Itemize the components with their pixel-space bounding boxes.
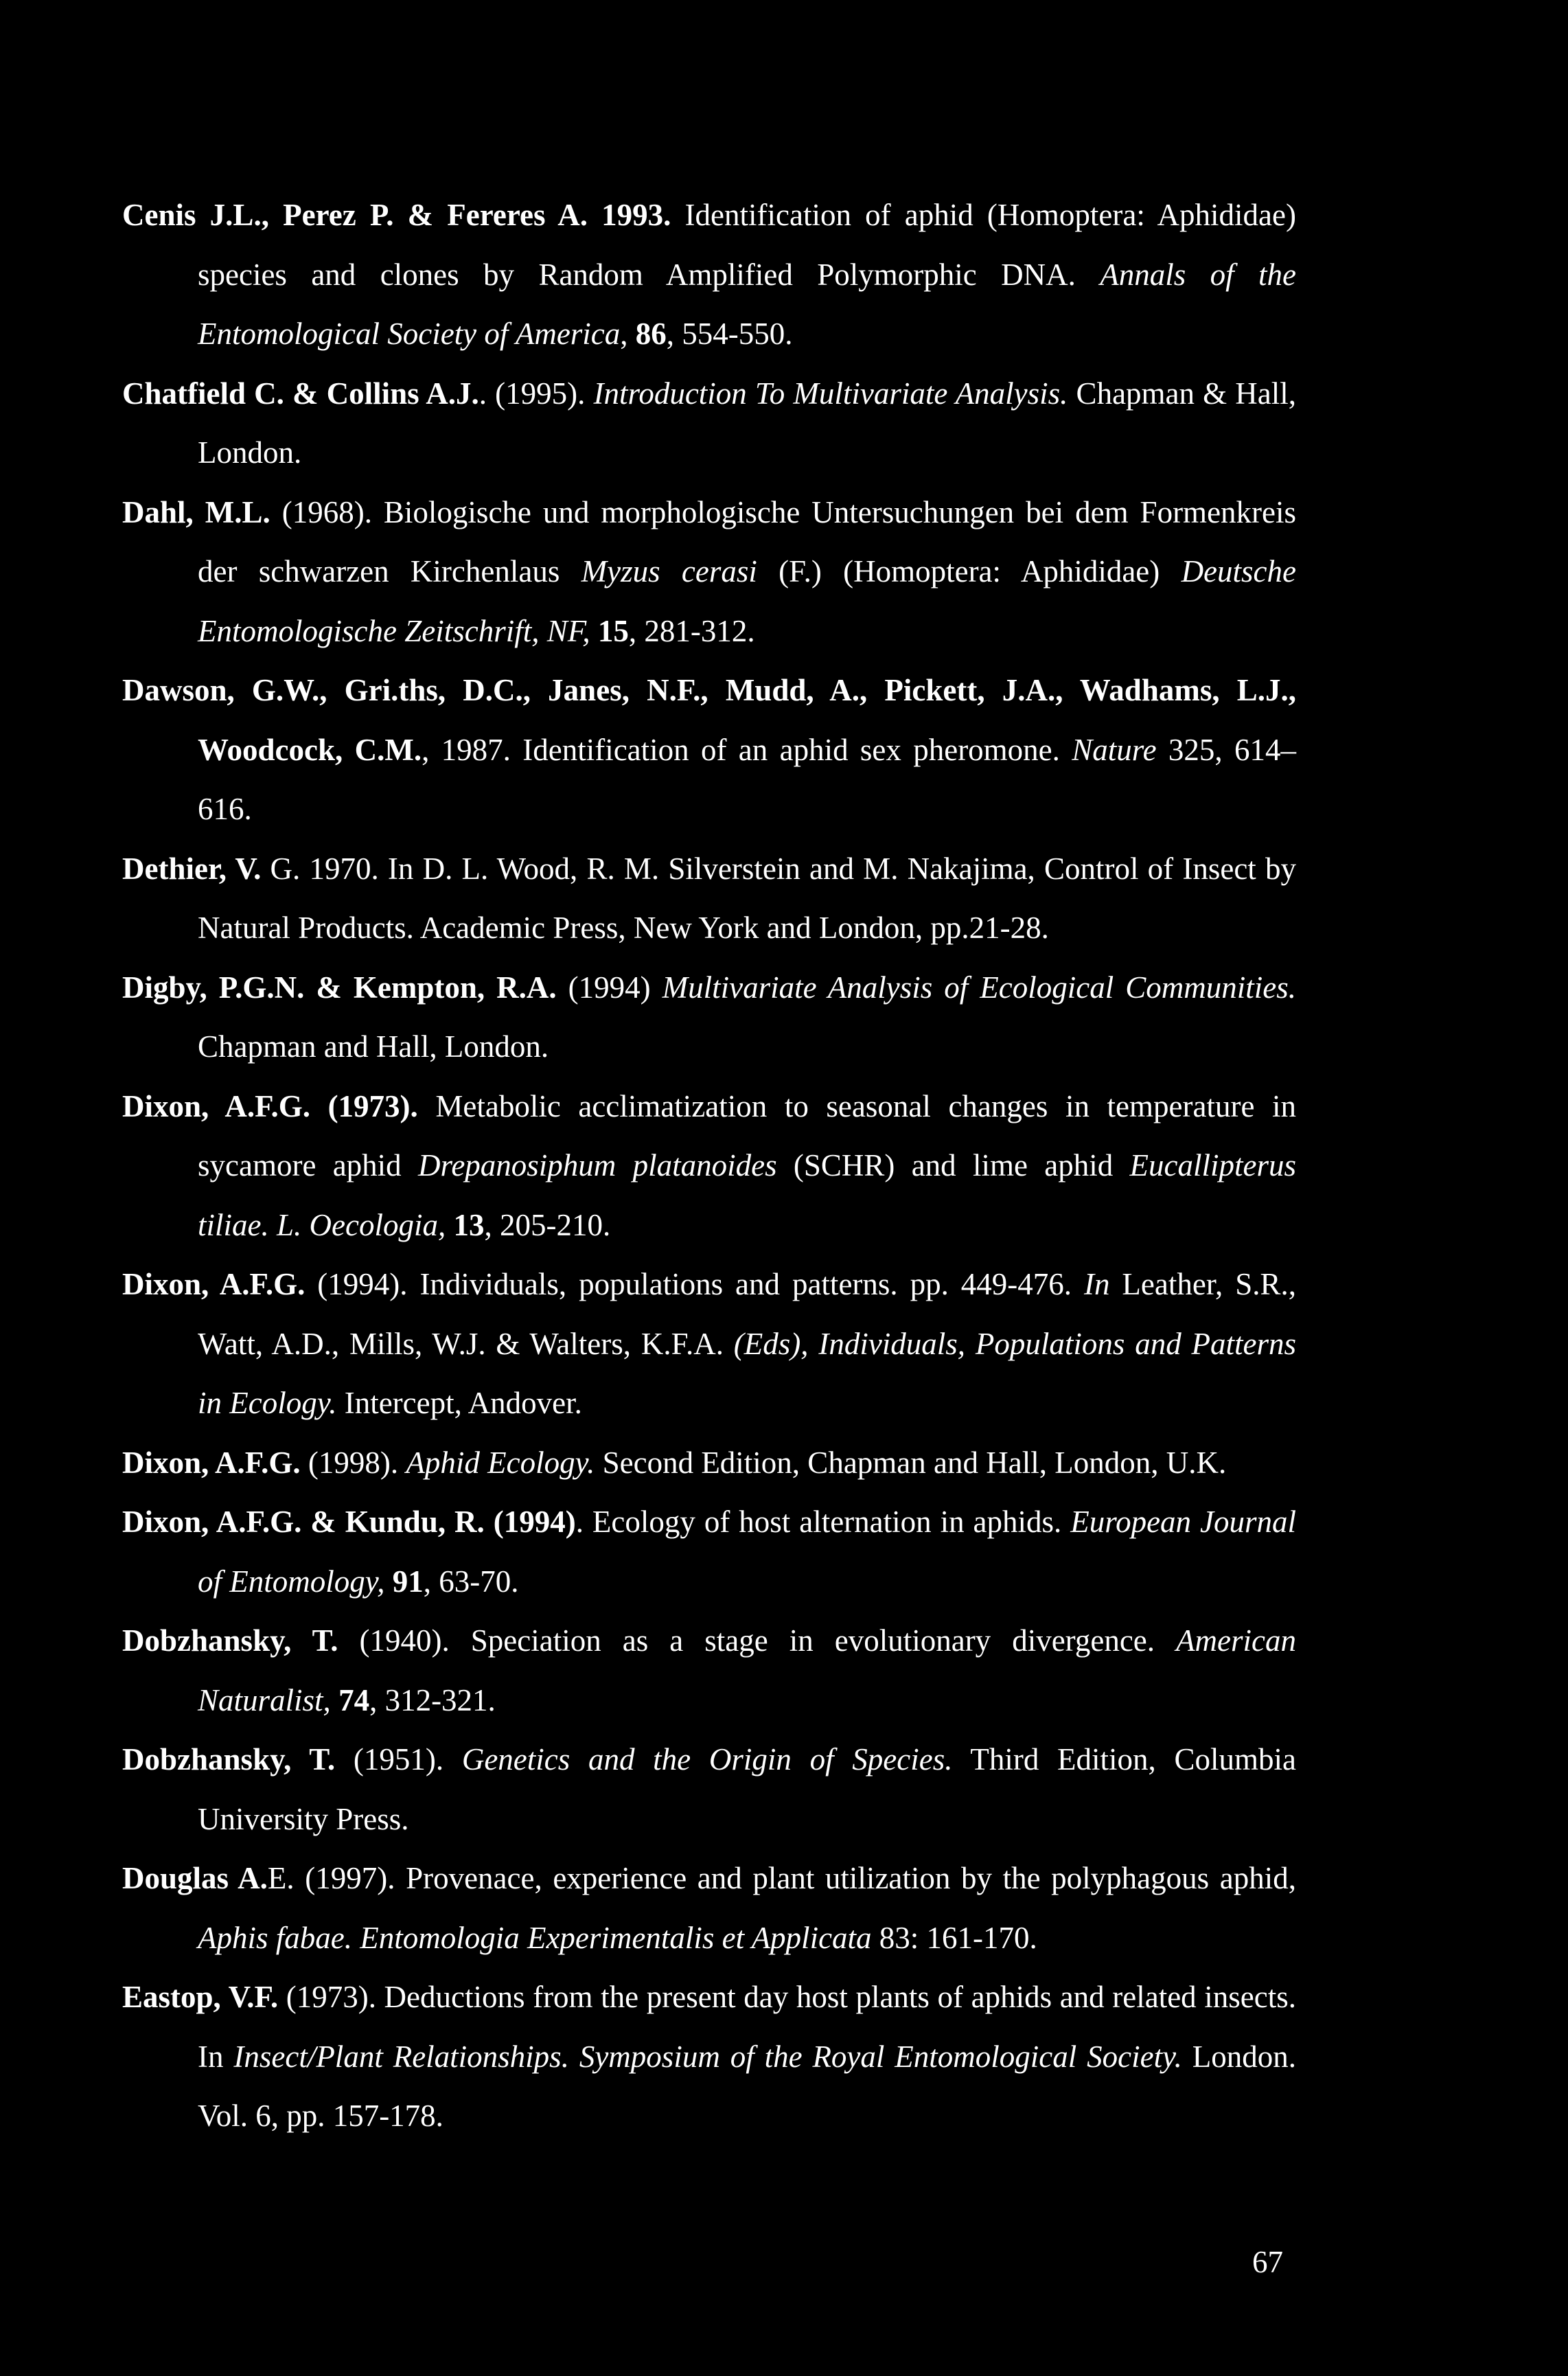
reference-text: (1998). [300, 1445, 406, 1480]
reference-author: Dixon, A.F.G. [122, 1445, 301, 1480]
reference-entry [122, 364, 1296, 483]
reference-author: Digby, P.G.N. & Kempton, R.A. [122, 970, 557, 1005]
reference-title: Drepanosiphum platanoides [417, 1148, 777, 1183]
reference-entry [122, 1730, 1296, 1849]
reference-entry [122, 839, 1296, 958]
reference-text: (1994). Individuals, populations and patterns. pp. 449-476. [305, 1267, 1084, 1301]
reference-text [590, 614, 598, 648]
reference-author: Dixon, A.F.G. & Kundu, R. (1994) [122, 1505, 576, 1539]
reference-author: Dethier, V. [122, 851, 262, 886]
reference-title: European Journal of Entomology, [198, 1505, 1296, 1599]
reference-author: Dahl, M.L. [122, 494, 270, 529]
reference-text: (F.) (Homoptera: Aphididae) [757, 554, 1181, 589]
reference-text: Intercept, Andover. [336, 1386, 582, 1420]
reference-entry [122, 185, 1296, 364]
reference-text: Metabolic acclimatization to seasonal changes in temperature in sycamore aphid [198, 1088, 1296, 1183]
reference-title: (Eds), Individuals, Populations and Patterns in Ecology. [198, 1326, 1296, 1420]
reference-author: Dobzhansky, T. [122, 1623, 338, 1658]
reference-text [446, 1208, 453, 1242]
reference-author: 86 [635, 317, 667, 351]
reference-text: Identification of aphid (Homoptera: Aphididae) species and clones by Random Amplified Polymorphic DNA. [198, 198, 1296, 292]
reference-text: , [620, 317, 636, 351]
reference-text: Third Edition, Columbia University Press. [198, 1742, 1296, 1836]
reference-title: Annals of the Entomological Society of America [198, 257, 1296, 351]
reference-text: 325, 614–616. [198, 732, 1296, 826]
reference-entry [122, 661, 1296, 839]
reference-text [331, 1683, 338, 1717]
reference-title: Aphid Ecology. [406, 1445, 595, 1480]
reference-author: Dixon, A.F.G. [122, 1267, 305, 1301]
reference-author: Eastop, V.F. [122, 1980, 279, 2014]
reference-author: Cenis J.L., Perez P. & Fereres A. 1993. [122, 198, 671, 232]
reference-text: (1940). Speciation as a stage in evolutionary divergence. [338, 1623, 1177, 1658]
reference-author: Dawson, G.W., Gri.ths, D.C., Janes, N.F., Mudd, A., Pickett, J.A., Wadhams, L.J., Woodcock, C.M. [122, 673, 1296, 767]
reference-title: Deutsche Entomologische Zeitschrift, NF, [198, 554, 1296, 648]
reference-text: London. Vol. 6, pp. 157-178. [198, 2039, 1296, 2133]
reference-entry [122, 1849, 1296, 1967]
reference-text: (1968). Biologische und morphologische Untersuchungen bei dem Formenkreis der schwarzen Kirchenlaus [198, 494, 1297, 589]
reference-text: , 281-312. [628, 613, 755, 648]
reference-title: Multivariate Analysis of Ecological Communities. [662, 970, 1296, 1005]
reference-text: 83: 161-170. [871, 1920, 1037, 1955]
reference-text: Chapman and Hall, London. [198, 1029, 549, 1064]
reference-text: (1951). [335, 1742, 462, 1777]
reference-author: Dixon, A.F.G. (1973). [122, 1088, 418, 1123]
reference-text: Second Edition, Chapman and Hall, London, U.K. [595, 1445, 1227, 1480]
reference-title: American Naturalist, [198, 1623, 1296, 1717]
reference-entry [122, 483, 1296, 661]
page-number: 67 [1252, 2245, 1283, 2279]
reference-entry [122, 1967, 1296, 2146]
reference-text: (1973). Deductions from the present day host plants of aphids and related insects. In [198, 1980, 1296, 2074]
reference-author: Dobzhansky, T. [122, 1742, 336, 1777]
reference-title: Nature [1072, 732, 1157, 767]
reference-text: , 312-321. [369, 1682, 496, 1717]
reference-text: , 1987. Identification of an aphid sex pheromone. [422, 732, 1072, 767]
reference-text: Leather, S.R., Watt, A.D., Mills, W.J. & Walters, K.F.A. [198, 1267, 1296, 1361]
reference-text: . Ecology of host alternation in aphids. [575, 1505, 1071, 1539]
reference-title: Introduction To Multivariate Analysis. [593, 376, 1068, 411]
reference-author: Chatfield C. & Collins A.J. [122, 376, 479, 411]
reference-entry [122, 1077, 1296, 1255]
reference-author: 74 [338, 1682, 370, 1717]
reference-text [384, 1564, 392, 1599]
reference-text: , 554-550. [666, 317, 793, 351]
reference-entry [122, 958, 1296, 1077]
reference-title: Insect/Plant Relationships. Symposium of the Royal Entomological Society. [233, 2039, 1182, 2074]
reference-title: Aphis fabae. Entomologia Experimentalis et Applicata [198, 1920, 872, 1955]
reference-text: G. 1970. In D. L. Wood, R. M. Silverstein and M. Nakajima, Control of Insect by Natural Products. Academic Press, New York and London, pp.21-28. [198, 851, 1296, 945]
reference-entry [122, 1255, 1296, 1433]
reference-text: Chapman & Hall, London. [198, 376, 1296, 470]
reference-text: (SCHR) and lime aphid [776, 1148, 1130, 1183]
reference-text: (1994) [556, 970, 662, 1005]
reference-list [122, 185, 1296, 2146]
reference-title: In [1083, 1267, 1110, 1301]
reference-author: 91 [392, 1564, 424, 1599]
reference-text: , 205-210. [484, 1207, 611, 1242]
reference-text: . (1995). [479, 376, 594, 411]
reference-author: 13 [453, 1207, 485, 1242]
reference-author: 15 [597, 613, 629, 648]
reference-text: , 63-70. [423, 1564, 519, 1599]
reference-text: E. (1997). Provenace, experience and plant utilization by the polyphagous aphid, [267, 1861, 1296, 1895]
reference-entry [122, 1492, 1296, 1611]
reference-entry [122, 1611, 1296, 1730]
reference-title: Eucallipterus tiliae. L. Oecologia, [198, 1148, 1296, 1242]
reference-author: Douglas A. [122, 1861, 268, 1895]
reference-entry [122, 1433, 1296, 1493]
reference-title: Myzus cerasi [581, 554, 757, 589]
reference-title: Genetics and the Origin of Species. [461, 1742, 953, 1777]
